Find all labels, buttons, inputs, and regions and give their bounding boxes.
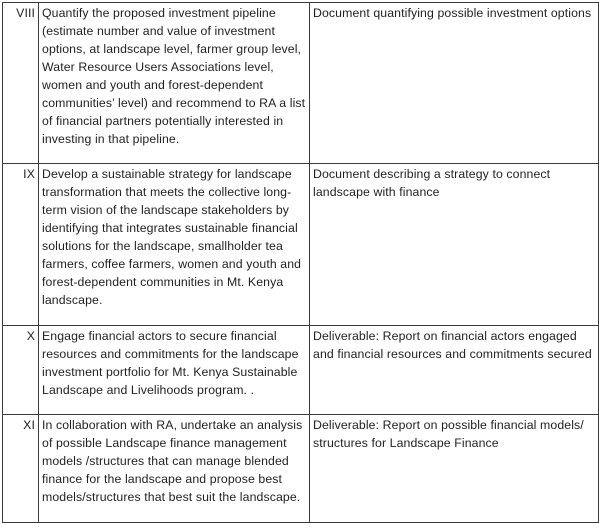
deliverable-description: Deliverable: Report on possible financial models/ structures for Landscape Finance — [313, 418, 584, 450]
task-description-cell — [39, 326, 310, 415]
deliverable-description: Deliverable: Report on financial actors engaged and financial resources and commitments secured — [313, 329, 592, 361]
row-number-cell — [3, 415, 39, 523]
row-number: X — [26, 329, 35, 343]
row-number: XI — [23, 418, 35, 432]
deliverable-description: Document quantifying possible investment options — [313, 6, 592, 20]
table-row — [3, 164, 599, 326]
tasks-deliverables-table — [2, 2, 599, 523]
task-description: Develop a sustainable strategy for landscape transformation that meets the collective long-term vision of the landscape stakeholders by identifying that integrates sustainable financial solutions for the landscape, smallholder tea farmers, coffee farmers, women and youth and forest-dependent communities in Mt. Kenya landscape. — [42, 167, 302, 307]
table-row — [3, 3, 599, 164]
row-number: VIII — [16, 6, 35, 20]
deliverable-cell — [310, 326, 599, 415]
row-number-cell — [3, 3, 39, 164]
deliverable-cell — [310, 164, 599, 326]
task-description-cell — [39, 3, 310, 164]
task-description: Engage financial actors to secure financial resources and commitments for the landscape investment portfolio for Mt. Kenya Sustainable Landscape and Livelihoods program. . — [42, 329, 299, 397]
table-row — [3, 415, 599, 523]
task-description-cell — [39, 164, 310, 326]
deliverable-description: Document describing a strategy to connect landscape with finance — [313, 167, 551, 199]
task-description: In collaboration with RA, undertake an analysis of possible Landscape finance management models /structures that can manage blended finance for the landscape and propose best models/structures that best suit the landscape. — [42, 418, 303, 504]
row-number: IX — [23, 167, 35, 181]
task-description-cell — [39, 415, 310, 523]
task-description: Quantify the proposed investment pipeline (estimate number and value of investment options, at landscape level, farmer group level, Water Resource Users Associations level, women and youth and forest-dependent communities’ level) and recommend to RA a list of financial partners potentially interested in investing in that pipeline. — [42, 6, 306, 146]
table-row — [3, 326, 599, 415]
deliverable-cell — [310, 3, 599, 164]
row-number-cell — [3, 164, 39, 326]
deliverable-cell — [310, 415, 599, 523]
row-number-cell — [3, 326, 39, 415]
